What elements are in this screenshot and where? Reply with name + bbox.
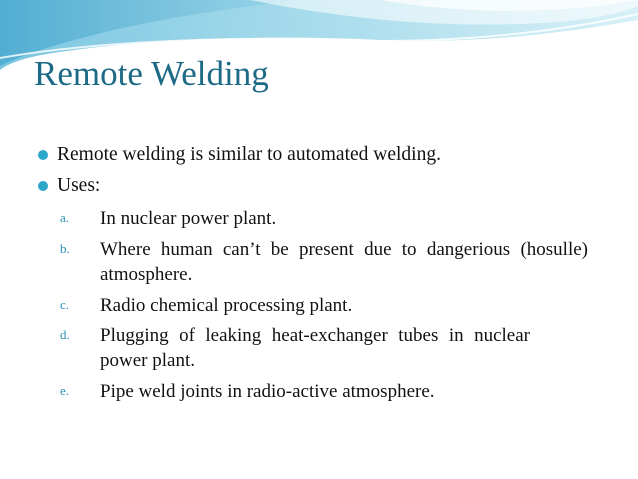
- bullet-dot-icon: [38, 181, 48, 191]
- bullet-dot-icon: [38, 150, 48, 160]
- list-item-text: Radio chemical processing plant.: [100, 295, 353, 316]
- list-marker: a.: [60, 210, 70, 225]
- bullet-text: Remote welding is similar to automated welding.: [57, 144, 441, 165]
- bullet-remote-welding: [38, 145, 441, 165]
- list-marker: c.: [60, 297, 70, 312]
- list-item-text: Pipe weld joints in radio-active atmosphere.: [100, 381, 435, 402]
- list-item-text: Plugging of leaking heat-exchanger tubes in nuclear power plant.: [100, 325, 530, 371]
- bullet-uses: [38, 176, 100, 196]
- bullet-text: Uses:: [57, 175, 101, 196]
- list-marker: b.: [60, 241, 70, 256]
- list-item-text: Where human can’t be present due to dangerious (hosulle) atmosphere.: [100, 239, 588, 285]
- list-marker: e.: [60, 383, 70, 398]
- list-marker: d.: [60, 327, 70, 342]
- list-item-text: In nuclear power plant.: [100, 208, 277, 229]
- slide-title: Remote Welding: [34, 54, 269, 93]
